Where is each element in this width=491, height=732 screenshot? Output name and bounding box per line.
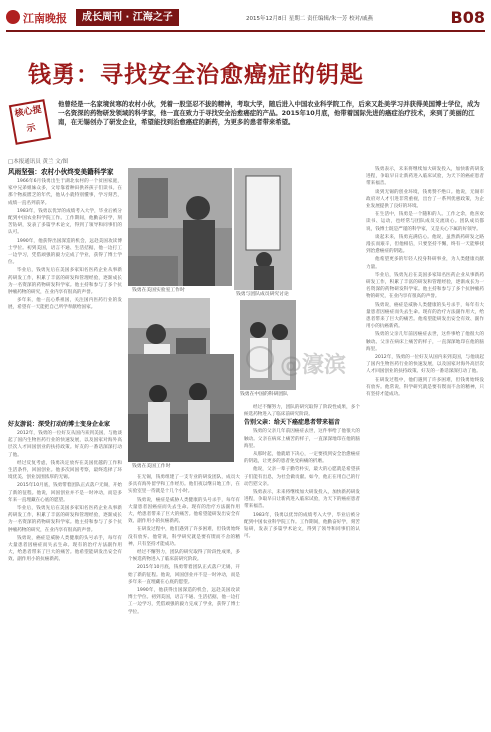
paragraph: 钱勇表示，未来将继续加大研发投入，加快新药研发进程，争取早日让新药进入临床试验，为天下的癌症患者带来福音。 xyxy=(366,167,484,187)
watermark-icon xyxy=(246,346,274,372)
paragraph: 他说，父亲一辈子勤劳朴实，最大的心愿就是希望孩子们能有出息，为社会做贡献。如今，他正在用自己的行动告慰父亲。 xyxy=(244,467,360,487)
paragraph: 多年来，他一直心系祖国，关注国内医药行业的发展，希望有一天能把自己所学奉献给国家。 xyxy=(8,298,122,311)
paragraph: 1990年，他获得出国深造的机会，远赴美国攻读博士学位。初到美国，语言不通、生活拮据，他一边打工一边学习，凭借顽强的毅力完成了学业，获得了博士学位。 xyxy=(8,238,122,266)
newspaper-logo-icon xyxy=(6,10,20,24)
photo-street-sign xyxy=(234,168,292,290)
photo-caption-4: 钱勇在中国的科研团队 xyxy=(240,392,288,397)
paragraph: 钱勇说，癌症是威胁人类健康的头号杀手，每年有大量患者因癌症而失去生命。现有的治疗方法副作用大，给患者带来了巨大的痛苦。他希望能研发出安全有效、副作用小的抗癌新药。 xyxy=(366,302,484,330)
column-3 xyxy=(244,404,360,726)
issue-info: 2015年12月8日 星期二 责任编辑/朱一芳 校对/戚燕 xyxy=(246,16,373,22)
byline: □本报通讯员 黄兰 文/图 xyxy=(8,159,69,165)
article-headline: 钱勇：寻找安全治愈癌症的钥匙 xyxy=(28,62,364,88)
lead-box xyxy=(6,98,485,148)
paragraph: 钱勇的父亲几年前因癌症去世，这件事给了他很大的触动。父亲在病床上痛苦的样子，一直深深地印在他的脑海里。 xyxy=(244,429,360,449)
lead-text: 他曾经是一名家境贫寒的农村小伙，凭着一股坚忍不拔的精神，考取大学，随后进入中国农业科学院工作，后来又赴美学习并获得美国博士学位，成为一名资深的药物研发领域的科学家，他一直在致力于寻找安全治愈癌症的产品。2015年10月底，他带着国际先进的癌症治疗技术，来到了美丽的江南，在无锡创办了研发企业，希望能找到治愈癌症的新药，为更多的患者带来希望。 xyxy=(58,100,480,127)
photo-team-image xyxy=(128,354,234,462)
paragraph: 钱勇说，癌症是威胁人类健康的头号杀手，每年有大量患者因癌症而失去生命。现有的治疗方法副作用大，给患者带来了巨大的痛苦。他希望能研发出安全有效、副作用小的抗癌新药。 xyxy=(8,535,122,563)
paragraph: 谈起未来，钱勇充满信心。他说，虽然新药研发之路漫长而艰辛，但他相信，只要坚持不懈，终有一天能够找到治愈癌症的钥匙。 xyxy=(366,234,484,255)
paragraph: 他希望更多的年轻人投身科研事业，为人类健康贡献力量。 xyxy=(366,257,484,270)
photo-caption-5: 钱勇与团队成员研究讨论 xyxy=(236,292,289,297)
photo-lab-portrait-image xyxy=(128,168,232,286)
page-number: B08 xyxy=(450,8,485,27)
paragraph: 2015年10月底，钱勇带着团队正式落户无锡，开始了新的征程。他说，回国创业并不是一时冲动，而是多年来一直埋藏在心底的愿望。 xyxy=(8,483,122,503)
paragraph: 钱勇表示，未来将继续加大研发投入，加快新药研发进程，争取早日让新药进入临床试验，为天下的癌症患者带来福音。 xyxy=(244,490,360,510)
paragraph: 钱勇的父亲几年前因癌症去世，这件事给了他很大的触动。父亲在病床上痛苦的样子，一直深深地印在他的脑海里。 xyxy=(366,332,484,352)
paragraph: 1983年，钱勇以优异的成绩考入大学，毕业后被分配到中国农业科学院工作。工作期间，他勤奋好学，刻苦钻研，发表了多篇学术论文，得到了领导和同事们的认可。 xyxy=(244,512,360,540)
column-4 xyxy=(366,166,484,726)
paragraph: 从那时起，他就暗下决心，一定要找到安全治愈癌症的钥匙，让更多的患者免受病痛的折磨。 xyxy=(244,452,360,465)
paragraph: 毕业后，钱勇先后在美国多家知名医药企业从事新药研发工作，积累了丰富的研发和管理经验，逐渐成长为一名资深的药物研发科学家。他主持和参与了多个抗肿瘤药物的研究，在业内享有很高的声誉。 xyxy=(366,272,484,300)
paragraph: 在无锡，钱勇组建了一支专业的研发团队，成员大多具有海外留学和工作经历。他们夜以继日地工作，在实验室里一待就是十几个小时。 xyxy=(128,475,240,495)
section-heading-2: 好友游说：深受打动的博士变身企业家 xyxy=(8,421,111,428)
section-tab: 成长周刊 · 江海之子 xyxy=(76,9,179,26)
paragraph: 1990年，他获得出国深造的机会，远赴美国攻读博士学位。初到美国，语言不通、生活拮据，他一边打工一边学习，凭借顽强的毅力完成了学业，获得了博士学位。 xyxy=(128,588,240,615)
photo-lab-portrait xyxy=(128,168,232,286)
paragraph: 1983年，钱勇以优异的成绩考入大学，毕业后被分配到中国农业科学院工作。工作期间，他勤奋好学，刻苦钻研，发表了多篇学术论文，得到了领导和同事们的认可。 xyxy=(8,208,122,236)
paragraph: 毕业后，钱勇先后在美国多家知名医药企业从事新药研发工作，积累了丰富的研发和管理经验，逐渐成长为一名资深的药物研发科学家。他主持和参与了多个抗肿瘤药物的研究，在业内享有很高的声誉。 xyxy=(8,268,122,296)
photo-team xyxy=(128,354,234,462)
photo-caption-3: 钱勇在美国工作时 xyxy=(132,464,171,469)
paragraph: 毕业后，钱勇先后在美国多家知名医药企业从事新药研发工作，积累了丰富的研发和管理经验，逐渐成长为一名资深的药物研发科学家。他主持和参与了多个抗肿瘤药物的研究，在业内享有很高的声誉。 xyxy=(8,506,122,533)
photo-caption-1: 钱勇在美国实验室工作时 xyxy=(132,288,185,293)
paragraph: 经过不懈努力，团队的研究取得了阶段性成果，多个候选药物进入了临床前研究阶段。 xyxy=(128,550,240,563)
photo-street-sign-image xyxy=(234,168,292,290)
section-heading-3: 告别父亲：给天下癌症患者带来福音 xyxy=(244,419,341,427)
paragraph: 2015年10月底，钱勇带着团队正式落户无锡，开始了新的征程。他说，回国创业并不是一时冲动，而是多年来一直埋藏在心底的愿望。 xyxy=(128,565,240,585)
core-tip-seal: 核心提示 xyxy=(9,99,51,145)
column-2 xyxy=(128,474,240,726)
paragraph: 2012年，钱勇的一位好友从国内来到美国，与他谈起了国内生物医药行业的快速发展，以及国家对海外高层次人才回国创业的扶持政策。好友的一番话深深打动了他。 xyxy=(8,431,122,458)
paragraph: 谈到无锡的创业环境，钱勇赞不绝口。他说，无锡市政府对人才引进非常重视，出台了一系列优惠政策，为企业发展提供了良好的环境。 xyxy=(366,189,484,210)
section-heading-1: 风雨坚强：农村小伙终变美籍科学家 xyxy=(8,168,114,176)
paragraph: 钱勇说，癌症是威胁人类健康的头号杀手，每年有大量患者因癌症而失去生命。现有的治疗方法副作用大，给患者带来了巨大的痛苦。他希望能研发出安全有效、副作用小的抗癌新药。 xyxy=(128,497,240,525)
paragraph: 经过不懈努力，团队的研究取得了阶段性成果，多个候选药物进入了临床前研究阶段。 xyxy=(244,405,360,418)
column-1-lower xyxy=(8,420,122,726)
paragraph: 在研发过程中，他们遇到了许多困难，但钱勇始终没有放弃。他常说，科学研究就是要有锲而不舍的精神，只有坚持才能成功。 xyxy=(128,527,240,547)
paragraph: 在生活中，钱勇是一个随和的人。工作之余，他喜欢读书、运动，也经常与团队成员交流谈心。团队成员都说，钱博士既是严谨的科学家，又是关心下属的好领导。 xyxy=(366,212,484,232)
paragraph: 1966年6月钱勇出生于湖北农村的一个贫困家庭，家中兄弟姐妹众多，父母靠着种田供养孩子们读书。在那个物质匮乏的年代，他从小就特别懂事，学习刻苦，成绩一直名列前茅。 xyxy=(8,179,122,206)
watermark: @濠滨 xyxy=(280,353,347,378)
paragraph: 经过反复考虑，钱勇决定放弃在美国优越的工作和生活条件，回国创业。他多次回国考察，最终选择了环境优美、创业氛围浓厚的无锡。 xyxy=(8,460,122,481)
masthead xyxy=(6,8,485,32)
paragraph: 2012年，钱勇的一位好友从国内来到美国，与他谈起了国内生物医药行业的快速发展，以及国家对海外高层次人才回国创业的扶持政策。好友的一番话深深打动了他。 xyxy=(366,355,484,375)
newspaper-logo: 江南晚报 xyxy=(23,12,67,25)
column-1 xyxy=(8,166,122,416)
paragraph: 在研发过程中，他们遇到了许多困难，但钱勇始终没有放弃。他常说，科学研究就是要有锲而不舍的精神，只有坚持才能成功。 xyxy=(366,377,484,398)
